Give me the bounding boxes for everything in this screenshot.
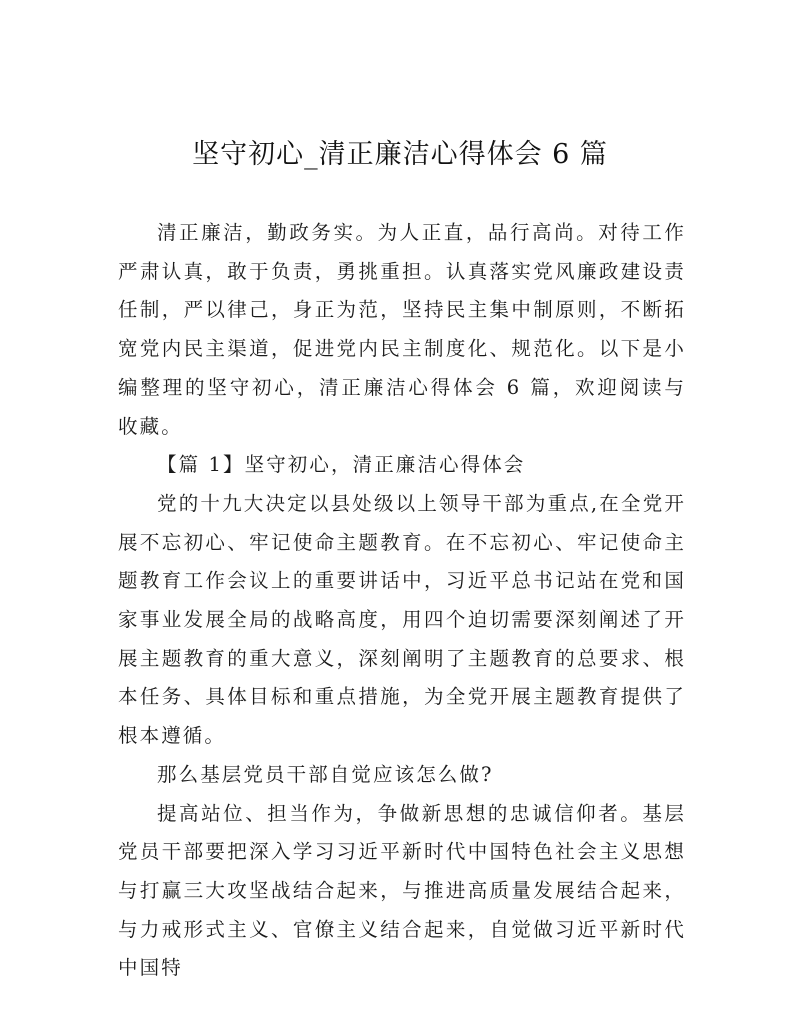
intro-paragraph: 清正廉洁，勤政务实。为人正直，品行高尚。对待工作严肃认真，敢于负责，勇挑重担。认真落实党风廉政建设责任制，严以律己，身正为范，坚持民主集中制原则，不断拓宽党内民主渠道，促进党内民主制度化、规范化。以下是小编整理的坚守初心，清正廉洁心得体会 6 篇，欢迎阅读与收藏。 [118, 221, 686, 438]
section-heading: 【篇 1】坚守初心，清正廉洁心得体会 [157, 453, 526, 477]
document-title: 坚守初心_清正廉洁心得体会 6 篇 [192, 139, 608, 170]
body-paragraph: 提高站位、担当作为，争做新思想的忠诚信仰者。基层党员干部要把深入学习习近平新时代中国特色社会主义思想与打赢三大攻坚战结合起来，与推进高质量发展结合起来，与力戒形式主义、官僚主义结合起来，自觉做习近平新时代中国特 [118, 801, 686, 980]
question-paragraph: 那么基层党员干部自觉应该怎么做? [157, 762, 494, 786]
document-body [118, 214, 686, 988]
body-paragraph: 党的十九大决定以县处级以上领导干部为重点,在全党开展不忘初心、牢记使命主题教育。在不忘初心、牢记使命主题教育工作会议上的重要讲话中，习近平总书记站在党和国家事业发展全局的战略高度，用四个迫切需要深刻阐述了开展主题教育的重大意义，深刻阐明了主题教育的总要求、根本任务、具体目标和重点措施，为全党开展主题教育提供了根本遵循。 [118, 491, 686, 748]
